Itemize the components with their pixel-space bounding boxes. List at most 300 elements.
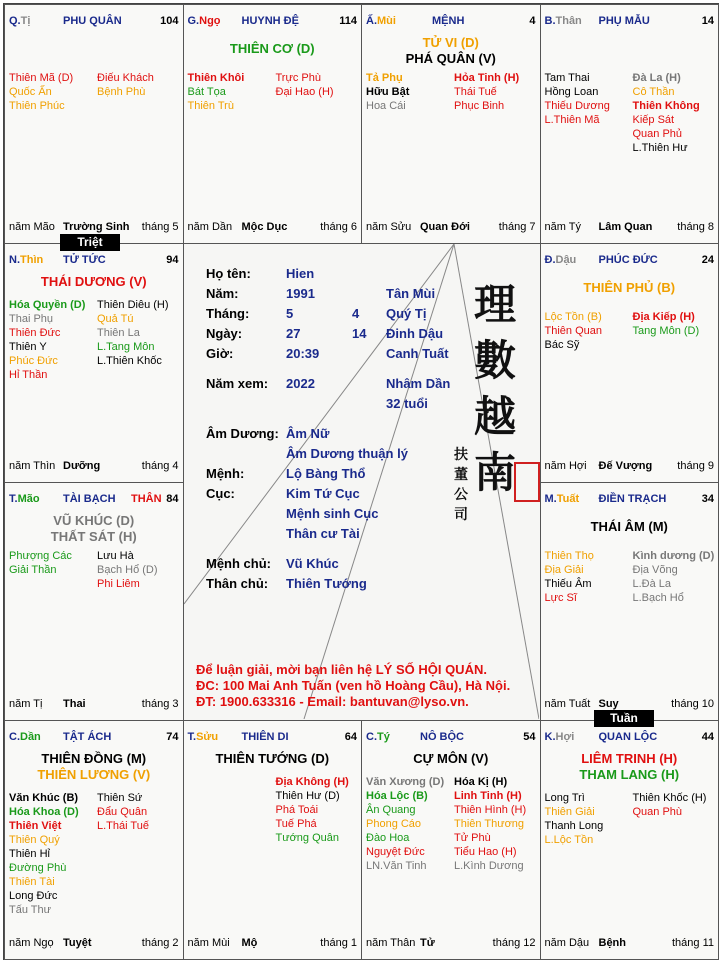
minor-star: L.Bạch Hổ [632, 591, 684, 604]
palace-footer [545, 221, 715, 235]
footer-month: tháng 9 [677, 459, 714, 472]
branch-name: Tý [377, 731, 390, 744]
footer-month: tháng 1 [320, 937, 357, 949]
minor-star: Phục Binh [454, 100, 505, 112]
minor-star: Giải Thần [9, 563, 57, 576]
minor-star: Phúc Đức [9, 354, 58, 367]
life-stage: Dưỡng [63, 459, 101, 472]
palace-footer [9, 221, 179, 235]
palace-number: 24 [701, 253, 714, 266]
amduong-relation: Âm Dương thuận lý [286, 446, 408, 461]
minor-star: Thiên Hư (D) [275, 790, 340, 803]
cuc-label: Cục: [206, 486, 235, 501]
minor-star: Ân Quang [366, 804, 416, 817]
year-label: Năm: [206, 286, 239, 301]
contact-line: ĐT: 1900.633316 - Email: bantuvan@lyso.vn. [196, 694, 469, 709]
left-star-column [545, 791, 604, 847]
minor-star: Lộc Tồn (B) [544, 310, 602, 323]
major-star: THÁI ÂM (M) [590, 518, 668, 534]
branch-name: Mùi [377, 15, 396, 27]
minor-star: L.Kình Dương [454, 860, 524, 873]
minor-star: Đường Phù [9, 862, 67, 875]
palace-header [9, 493, 179, 507]
minor-star: Bạch Hổ (D) [97, 563, 158, 576]
calligraphy-small-char: 司 [454, 507, 468, 523]
minor-star: Phi Liêm [97, 577, 140, 590]
red-seal-stamp [514, 462, 540, 502]
right-star-column [276, 775, 349, 845]
palace-footer [9, 460, 179, 474]
day-solar: 27 [286, 326, 301, 341]
footer-year: năm Hợi [544, 459, 587, 472]
triet-tag: Triệt [60, 234, 120, 251]
minor-star: L.Thiên Khốc [97, 354, 162, 367]
minor-star: Tiểu Hao (H) [454, 846, 517, 859]
palace-cell-than [540, 4, 720, 244]
major-star: THIÊN PHỦ (B) [583, 279, 676, 295]
branch-label [545, 15, 582, 27]
branch-label [366, 731, 390, 743]
minor-star: Thiên Sứ [97, 792, 143, 805]
minor-star: Đẩu Quân [97, 806, 148, 819]
major-star: THIÊN ĐỒNG (M) [41, 751, 147, 767]
contact-line: ĐC: 100 Mai Anh Tuấn (ven hồ Hoàng Cầu), Hà Nội. [196, 678, 511, 693]
branch-name: Tị [20, 15, 31, 27]
minor-star: Lực Sĩ [544, 591, 577, 604]
life-stage: Tử [420, 937, 435, 949]
minor-star: Thiên Giải [544, 806, 595, 819]
footer-month: tháng 3 [141, 698, 179, 711]
palace-footer [545, 937, 715, 951]
major-star: CỰ MÔN (V) [413, 751, 489, 767]
minor-star: L.Thiên Hư [632, 142, 688, 154]
minor-star: Kiếp Sát [632, 114, 675, 126]
minor-star: Linh Tinh (H) [454, 790, 522, 803]
minor-star: L.Tang Môn [97, 340, 155, 353]
hour-lunar: Canh Tuất [386, 346, 449, 361]
than-marker: THÂN [131, 492, 162, 505]
right-star-column [633, 310, 700, 338]
footer-month: tháng 6 [320, 220, 357, 233]
branch-name: Dần [20, 731, 41, 744]
branch-name: Thìn [20, 253, 44, 266]
minor-star: Thiếu Âm [544, 577, 592, 590]
palace-name: PHỤ MẪU [598, 15, 650, 27]
right-star-column [633, 549, 715, 605]
footer-year: năm Tý [544, 220, 581, 233]
minor-star: Long Trì [544, 792, 585, 805]
major-star: THIÊN CƠ (D) [229, 41, 315, 56]
branch-code: B. [544, 15, 556, 27]
birth-year: 1991 [286, 286, 315, 301]
minor-star: Thái Tuế [454, 86, 497, 98]
minor-star: Tả Phụ [366, 72, 403, 84]
palace-name: PHÚC ĐỨC [598, 253, 658, 266]
minor-star: Phá Toái [275, 804, 319, 817]
than-cu: Thân cư Tài [286, 526, 360, 541]
palace-name: TẬT ÁCH [63, 731, 112, 744]
branch-label [188, 731, 219, 743]
palace-footer [9, 698, 179, 712]
branch-code: Ấ. [366, 15, 377, 27]
branch-label [9, 731, 41, 743]
palace-number: 54 [523, 731, 536, 744]
minor-star: L.Thái Tuế [97, 820, 149, 833]
palace-header [9, 731, 179, 745]
branch-code: K. [544, 731, 556, 744]
menh-chu-label: Mệnh chủ: [206, 556, 271, 571]
footer-year: năm Mão [9, 220, 55, 233]
palace-name: ĐIỀN TRẠCH [598, 492, 667, 505]
life-stage: Tuyệt [63, 937, 92, 949]
minor-star: Thiên Thọ [544, 549, 594, 562]
major-star: VŨ KHÚC (D) [53, 512, 135, 528]
palace-number: 14 [701, 15, 714, 27]
minor-star: Cô Thần [632, 86, 675, 98]
year-lunar: Tân Mùi [386, 286, 436, 301]
footer-month: tháng 8 [677, 220, 714, 233]
branch-name: Tuất [556, 492, 580, 505]
branch-code: C. [9, 731, 20, 744]
minor-star: Thiên La [97, 326, 140, 339]
palace-header [545, 731, 715, 745]
footer-year: năm Dậu [544, 937, 590, 949]
left-star-column [366, 71, 409, 113]
minor-star: Thiên Thương [454, 818, 525, 831]
menh-value: Lộ Bàng Thổ [286, 466, 366, 481]
minor-star: Thiên Tài [9, 876, 55, 889]
minor-star: Hóa Kị (H) [454, 776, 508, 789]
palace-name: THIÊN DI [241, 731, 289, 744]
name-value: Hien [286, 266, 315, 281]
minor-star: Nguyệt Đức [366, 846, 425, 859]
minor-star: Hữu Bật [366, 86, 410, 98]
footer-year: năm Tuất [544, 698, 591, 711]
minor-star: L.Đà La [632, 577, 672, 590]
life-stage: Quan Đới [420, 220, 470, 233]
age-value: 32 tuổi [386, 396, 428, 411]
minor-star: Tử Phù [454, 832, 491, 845]
minor-star: Thiên Khôi [187, 72, 245, 84]
palace-name: QUAN LỘC [598, 731, 658, 744]
palace-header [9, 254, 179, 268]
minor-star: Địa Không (H) [275, 776, 349, 789]
minor-star: Thiên Hình (H) [454, 804, 527, 817]
amduong-value: Âm Nữ [286, 426, 330, 441]
right-star-column [633, 791, 707, 819]
palace-cell-mao [4, 482, 184, 722]
branch-code: C. [366, 731, 377, 744]
branch-name: Dậu [555, 253, 577, 266]
palace-header [366, 15, 536, 29]
minor-star: Phong Cáo [366, 818, 422, 831]
palace-cell-dan [4, 720, 184, 960]
day-label: Ngày: [206, 326, 243, 341]
left-star-column [545, 71, 610, 127]
palace-number: 84 [166, 492, 179, 505]
minor-star: Thiên Phúc [9, 100, 65, 112]
minor-star: Hóa Khoa (D) [9, 806, 79, 819]
minor-star: Địa Giải [544, 563, 584, 576]
major-star: THIÊN TƯỚNG (D) [215, 751, 330, 767]
palace-name: TỬ TỨC [63, 253, 106, 266]
minor-star: Thiên Quan [544, 324, 602, 337]
minor-star: Hóa Lộc (B) [366, 790, 428, 803]
palace-footer [366, 221, 536, 235]
life-stage: Trường Sinh [63, 220, 130, 233]
palace-number: 44 [701, 731, 714, 744]
palace-name: MỆNH [432, 15, 465, 27]
right-star-column [276, 71, 334, 99]
minor-star: Địa Kiếp (H) [632, 310, 695, 323]
minor-star: Quốc Ấn [9, 86, 52, 98]
major-star: THAM LANG (H) [579, 767, 680, 783]
minor-star: Thiên Không [632, 100, 700, 112]
day-lunar-num: 14 [352, 326, 367, 341]
calligraphy-char: 越 [474, 392, 517, 441]
palace-footer [545, 460, 715, 474]
minor-star: Hỉ Thần [9, 368, 48, 381]
footer-month: tháng 4 [141, 459, 179, 472]
branch-label [545, 493, 580, 505]
life-stage: Bệnh [598, 937, 626, 949]
minor-star: L.Thiên Mã [544, 114, 600, 126]
palace-cell-ty [361, 720, 541, 960]
branch-name: Sửu [196, 731, 219, 744]
branch-label [545, 254, 577, 266]
major-star: LIÊM TRINH (H) [581, 751, 678, 767]
footer-year: năm Dần [187, 220, 233, 233]
footer-year: năm Mùi [187, 937, 230, 949]
branch-label [545, 731, 575, 743]
major-star: THÁI DƯƠNG (V) [40, 273, 147, 289]
minor-star: Địa Võng [632, 563, 678, 576]
minor-star: Thiên Đức [9, 326, 61, 339]
minor-star: Thiên Khốc (H) [632, 792, 707, 805]
palace-header [188, 731, 358, 745]
minor-star: Thiên Trù [187, 100, 234, 112]
center-info-panel [184, 244, 539, 719]
palace-cell-ngo [183, 4, 363, 244]
footer-year: năm Thân [366, 937, 416, 949]
minor-star: Tướng Quân [275, 832, 339, 845]
minor-star: Hoa Cái [366, 100, 406, 112]
branch-code: Q. [9, 15, 21, 27]
life-stage: Mộ [241, 937, 258, 949]
minor-star: Tuế Phá [275, 818, 317, 831]
than-chu-value: Thiên Tướng [286, 576, 367, 591]
minor-star: Bác Sỹ [544, 338, 580, 351]
palace-header [545, 15, 715, 29]
life-stage: Đế Vượng [598, 459, 653, 472]
palace-header [545, 493, 715, 507]
month-lunar-num: 4 [352, 306, 360, 321]
palace-cell-dau [540, 243, 720, 483]
month-solar: 5 [286, 306, 294, 321]
tuan-tag: Tuần [594, 710, 654, 727]
minor-star: Quan Phù [632, 806, 683, 819]
palace-number: 74 [166, 731, 179, 744]
minor-star: Hỏa Tinh (H) [454, 72, 520, 84]
palace-number: 94 [166, 253, 179, 266]
palace-number: 34 [701, 492, 714, 505]
right-star-column [97, 549, 158, 591]
than-chu-label: Thân chủ: [206, 576, 269, 591]
day-lunar: Đinh Dậu [386, 326, 444, 341]
calligraphy-char: 理 [474, 280, 517, 329]
palace-number: 4 [529, 15, 536, 27]
minor-star: Thiếu Dương [544, 100, 610, 112]
palace-footer [188, 221, 358, 235]
palace-footer [188, 937, 358, 951]
calligraphy-char: 南 [474, 448, 517, 497]
palace-header [366, 731, 536, 745]
footer-month: tháng 5 [141, 220, 179, 233]
left-star-column [9, 71, 73, 113]
calligraphy-small-char: 董 [454, 467, 468, 483]
minor-star: Hóa Quyền (D) [9, 298, 86, 311]
branch-label [9, 493, 40, 505]
palace-name: HUYNH ĐỆ [241, 15, 299, 27]
left-star-column [545, 549, 594, 605]
left-star-column [545, 310, 602, 352]
branch-code: T. [187, 731, 197, 744]
minor-star: Thiên Mã (D) [9, 72, 74, 84]
minor-star: Thanh Long [544, 820, 604, 833]
life-stage: Lâm Quan [598, 220, 653, 233]
minor-star: Đào Hoa [366, 832, 410, 845]
minor-star: Điếu Khách [97, 72, 154, 84]
footer-year: năm Tị [9, 698, 43, 711]
branch-code: N. [9, 253, 20, 266]
footer-month: tháng 11 [671, 937, 714, 949]
palace-header [9, 15, 179, 29]
menh-chu-value: Vũ Khúc [286, 556, 339, 571]
minor-star: Kình dương (D) [632, 549, 715, 562]
footer-year: năm Thìn [9, 459, 56, 472]
branch-name: Thân [555, 15, 582, 27]
minor-star: Tam Thai [544, 72, 590, 84]
branch-name: Hợi [555, 731, 575, 744]
minor-star: Thiên Y [9, 340, 47, 353]
footer-year: năm Sửu [366, 220, 412, 233]
minor-star: Văn Khúc (B) [9, 792, 79, 805]
view-year: 2022 [286, 376, 315, 391]
contact-line: Để luận giải, mời bạn liên hệ LÝ SỐ HỘI QUÁN. [196, 662, 487, 677]
major-star: TỬ VI (D) [422, 35, 479, 50]
minor-star: Đà La (H) [632, 72, 681, 84]
life-stage: Thai [63, 698, 86, 711]
left-star-column [9, 549, 72, 577]
palace-number: 104 [160, 15, 179, 27]
branch-code: G. [187, 15, 200, 27]
minor-star: Thiên Hỉ [9, 848, 50, 861]
right-star-column [454, 775, 526, 873]
footer-month: tháng 10 [671, 698, 714, 711]
branch-label [188, 15, 221, 27]
chart-board [3, 3, 719, 960]
minor-star: Lưu Hà [97, 549, 134, 562]
minor-star: Thiên Việt [9, 820, 62, 833]
palace-number: 114 [339, 15, 357, 27]
minor-star: Long Đức [9, 890, 58, 903]
name-label: Họ tên: [206, 266, 251, 281]
left-star-column [9, 298, 85, 382]
view-year-lunar: Nhâm Dần [386, 376, 451, 391]
minor-star: Tấu Thư [9, 904, 52, 917]
palace-number: 64 [344, 731, 357, 744]
palace-name: PHU QUÂN [63, 15, 122, 27]
palace-cell-ti [4, 4, 184, 244]
branch-code: T. [9, 492, 18, 505]
cuc-value: Kim Tứ Cục [286, 486, 360, 501]
branch-label [366, 15, 396, 27]
palace-cell-mui [361, 4, 541, 244]
branch-name: Ngọ [199, 15, 221, 27]
major-star: PHÁ QUÂN (V) [405, 51, 496, 66]
palace-name: NÔ BỘC [420, 731, 464, 744]
life-stage: Suy [598, 698, 619, 711]
month-label: Tháng: [206, 306, 250, 321]
minor-star: LN.Văn Tinh [366, 860, 427, 873]
amduong-label: Âm Dương: [206, 426, 279, 441]
palace-footer [9, 937, 179, 951]
minor-star: Thiên Quý [9, 834, 60, 847]
footer-year: năm Ngọ [9, 937, 54, 949]
major-star: THẤT SÁT (H) [50, 528, 137, 544]
palace-cell-hoi [540, 720, 720, 960]
palace-cell-thin [4, 243, 184, 483]
palace-cell-tuat [540, 482, 720, 722]
calligraphy-small-char: 公 [454, 487, 468, 503]
right-star-column [97, 71, 154, 99]
hour-value: 20:39 [286, 346, 320, 361]
minor-star: Trực Phù [275, 72, 321, 84]
right-star-column [633, 71, 700, 155]
minor-star: Phượng Các [9, 549, 72, 562]
major-star: THIÊN LƯƠNG (V) [37, 767, 151, 783]
minor-star: Đại Hao (H) [275, 86, 334, 98]
palace-footer [366, 937, 536, 951]
right-star-column [454, 71, 519, 113]
right-star-column [97, 791, 149, 833]
cuc-relation: Mệnh sinh Cục [286, 506, 379, 521]
palace-name: TÀI BẠCH [63, 492, 116, 505]
left-star-column [9, 791, 79, 917]
minor-star: L.Lộc Tồn [544, 834, 594, 847]
footer-month: tháng 12 [492, 937, 536, 949]
calligraphy-small-char: 扶 [454, 447, 468, 463]
month-lunar: Quý Tị [386, 306, 427, 321]
minor-star: Quan Phủ [632, 128, 683, 140]
right-star-column [97, 298, 169, 368]
palace-header [188, 15, 358, 29]
minor-star: Bát Tọa [187, 86, 226, 98]
calligraphy-char: 數 [474, 336, 517, 385]
minor-star: Thiên Diêu (H) [97, 298, 169, 311]
palace-cell-suu [183, 720, 363, 960]
minor-star: Quả Tú [97, 312, 134, 325]
footer-month: tháng 2 [141, 937, 179, 949]
minor-star: Văn Xương (D) [366, 776, 445, 789]
aspect-line [304, 244, 454, 719]
footer-month: tháng 7 [498, 220, 536, 233]
branch-code: M. [544, 492, 557, 505]
left-star-column [366, 775, 444, 873]
branch-name: Mão [17, 492, 40, 505]
minor-star: Thai Phụ [9, 312, 54, 325]
branch-label [9, 15, 30, 27]
